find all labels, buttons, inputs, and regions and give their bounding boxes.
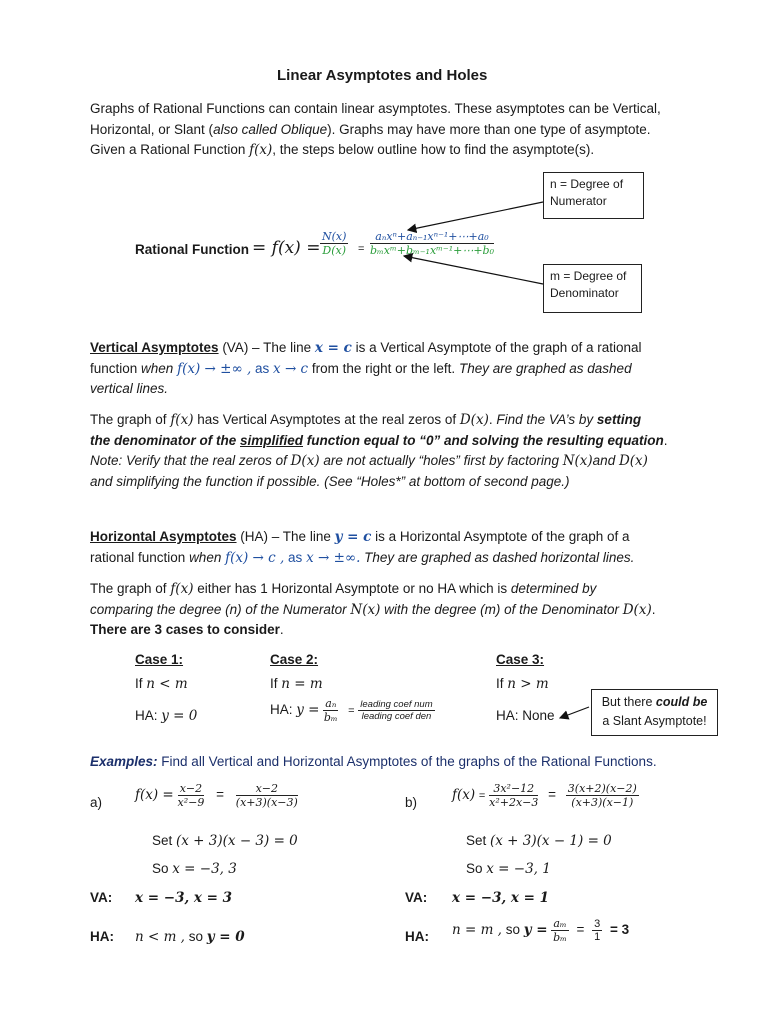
example-a-function: f(x) = $\frac{x-2}{\text{x²−9}}$ = $\frac{x-2}{(x+3)(x-3)}$ bbox=[135, 782, 298, 809]
example-a-set: Set (x + 3)(x − 3) = 0 bbox=[152, 833, 298, 849]
va-line-1: Vertical Asymptotes (VA) – The line x = c is a Vertical Asymptote of the graph of a rational bbox=[90, 340, 642, 356]
example-b-va-label: VA: bbox=[405, 890, 428, 905]
example-b-set: Set (x + 3)(x − 1) = 0 bbox=[466, 833, 612, 849]
ha-section bbox=[90, 527, 690, 568]
arrow-to-denominator bbox=[404, 256, 543, 284]
rational-equals-2: = bbox=[358, 243, 365, 255]
case-2-condition: If n = m bbox=[270, 676, 323, 692]
case-1-condition: If n < m bbox=[135, 676, 188, 692]
va-section bbox=[90, 338, 690, 400]
degree-denominator-box: m = Degree of Denominator bbox=[543, 264, 642, 313]
case-3-title: Case 3: bbox=[496, 652, 545, 667]
intro-line-3: Given a Rational Function f(x), the steps below outline how to find the asymptote(s). bbox=[90, 142, 595, 158]
va-explanation bbox=[90, 410, 690, 492]
example-a-tag: a) bbox=[90, 795, 103, 810]
example-b-function: f(x) = $\frac{\text{3x²−12}}{\text{x²+2x−3}}$ = $\frac{3(x+2)(x-2)}{(x+3)(x-1)}$ bbox=[452, 782, 637, 809]
rational-nd-fraction: $\frac{N(x)}{D(x)}$ bbox=[322, 230, 347, 257]
example-a-ha: n < m , so y = 0 bbox=[135, 929, 245, 945]
case-1-title: Case 1: bbox=[135, 652, 184, 667]
ha-explanation bbox=[90, 579, 690, 641]
example-b-ha-label: HA: bbox=[405, 929, 429, 944]
rational-function-label: Rational Function bbox=[135, 242, 249, 257]
va-line-3: vertical lines. bbox=[90, 381, 169, 396]
va-exp-line-2: the denominator of the simplified function equal to “0” and solving the resulting equation. bbox=[90, 432, 668, 448]
intro-line-1: Graphs of Rational Functions can contain linear asymptotes. These asymptotes can be Vertical, bbox=[90, 101, 661, 116]
ha-exp-line-3: There are 3 cases to consider. bbox=[90, 622, 284, 637]
case-2 bbox=[270, 652, 435, 724]
example-a-va-label: VA: bbox=[90, 890, 113, 905]
example-a-va: x = −3, x = 3 bbox=[135, 890, 233, 906]
rational-fx-equals: = f(x) = bbox=[252, 238, 321, 258]
example-a-ha-label: HA: bbox=[90, 929, 114, 944]
degree-numerator-box: n = Degree of Numerator bbox=[543, 172, 644, 219]
example-a-so: So x = −3, 3 bbox=[152, 861, 237, 877]
va-exp-line-1: The graph of f(x) has Vertical Asymptotes at the real zeros of D(x). Find the VA’s by setting bbox=[90, 412, 642, 428]
page-title: Linear Asymptotes and Holes bbox=[277, 67, 488, 84]
ha-line-1: Horizontal Asymptotes (HA) – The line y = c is a Horizontal Asymptote of the graph of a bbox=[90, 529, 630, 545]
slant-asymptote-note: But there could be a Slant Asymptote! bbox=[591, 689, 718, 736]
case-1-ha: HA: y = 0 bbox=[135, 708, 198, 724]
case-3 bbox=[496, 652, 555, 723]
arrow-to-slant-note bbox=[560, 707, 589, 718]
case-3-ha: HA: None bbox=[496, 708, 555, 723]
va-line-2: function when f(x) → ±∞ , as x → c from the right or the left. They are graphed as dashed bbox=[90, 360, 632, 377]
case-2-title: Case 2: bbox=[270, 652, 319, 667]
ha-exp-line-1: The graph of f(x) either has 1 Horizontal Asymptote or no HA which is determined by bbox=[90, 581, 597, 597]
example-b-va: x = −3, x = 1 bbox=[452, 890, 550, 906]
example-b-so: So x = −3, 1 bbox=[466, 861, 551, 877]
ha-exp-line-2: comparing the degree (n) of the Numerator N(x) with the degree (m) of the Denominator D(x). bbox=[90, 601, 656, 618]
case-2-ha: HA: y = $\frac{\text{aₙ}}{\text{bₘ}}$ = $\frac{\text{leading coef num}}{\text{leading coef den}}$ bbox=[270, 697, 433, 724]
ha-line-2: rational function when f(x) → c , as x → ±∞. They are graphed as dashed horizontal lines. bbox=[90, 549, 635, 566]
va-exp-line-3: Note: Verify that the real zeros of D(x) are not actually “holes” first by factoring N(x)and D(x) bbox=[90, 453, 648, 469]
case-1 bbox=[135, 652, 197, 724]
example-b-tag: b) bbox=[405, 795, 418, 810]
arrow-to-numerator bbox=[408, 202, 543, 230]
rational-poly-fraction: $\frac{\text{aₙxⁿ+aₙ₋₁xⁿ⁻¹+⋯+a₀}}{\text{bₘxᵐ+bₘ₋₁xᵐ⁻¹+⋯+b₀}}$ bbox=[370, 230, 495, 257]
examples-heading: Examples: Find all Vertical and Horizontal Asymptotes of the graphs of the Rational Functions. bbox=[90, 754, 657, 769]
intro-line-2: Horizontal, or Slant (also called Oblique). Graphs may have more than one type of asymptote. bbox=[90, 121, 651, 137]
va-exp-line-4: and simplifying the function if possible. (See “Holes*” at bottom of second page.) bbox=[90, 473, 570, 489]
example-b-ha: n = m , so y = $\frac{\text{aₘ}}{\text{bₘ}}$ = $\frac{3}{1}$ = 3 bbox=[452, 917, 630, 944]
case-3-condition: If n > m bbox=[496, 676, 549, 692]
